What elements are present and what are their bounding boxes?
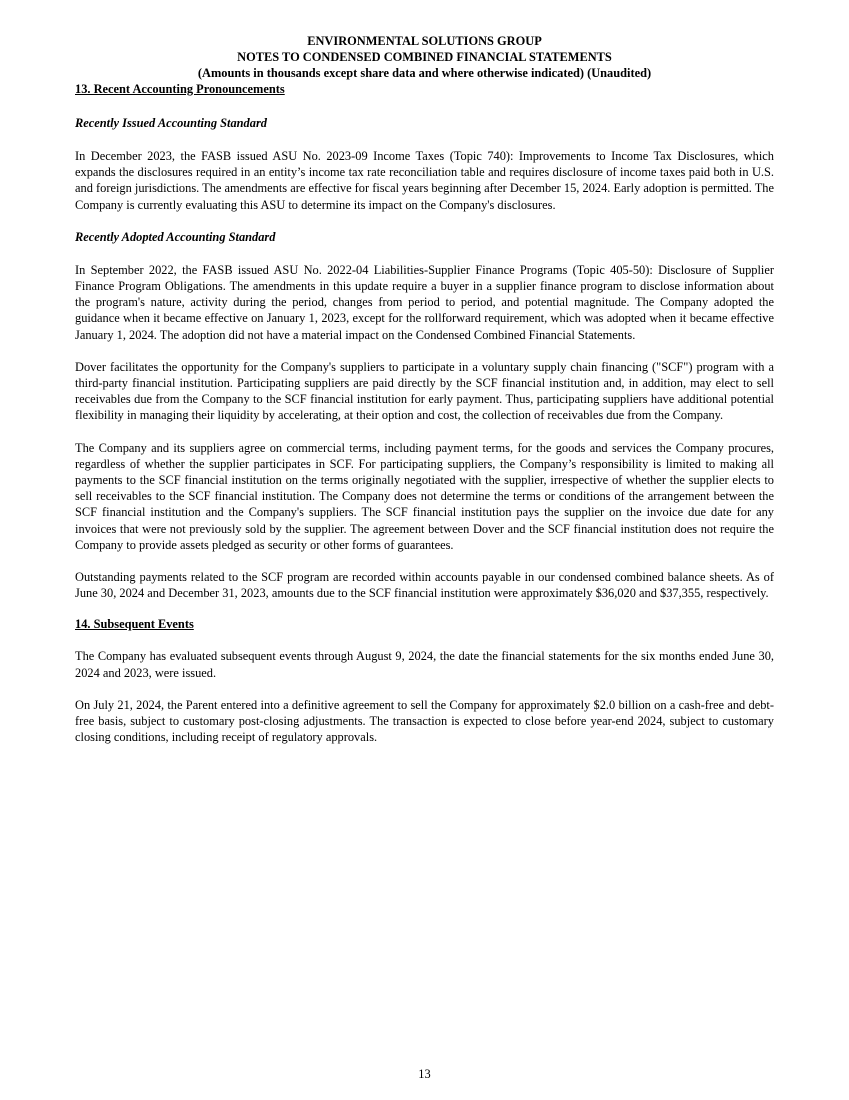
commercial-terms-paragraph: The Company and its suppliers agree on commercial terms, including payment terms, for the goods and services the Company procures, regardless of whether the supplier participates in SCF. For participating suppliers, the Company’s responsibility is limited to making all payments to the SCF financial institution on the terms originally negotiated with the supplier, irrespective of whether the supplier elects to sell receivables to the SCF financial institution. The Company does not determine the terms or conditions of the arrangement between the SCF financial institution and the Company's suppliers. The SCF financial institution pays the supplier on the invoice due date for any invoices that were not previously sold by the supplier. The agreement between Dover and the SCF financial institution does not require the Company to provide assets pledged as security or other forms of guarantees. xyxy=(75,440,774,552)
page-header xyxy=(75,33,774,81)
subsequent-events-evaluated-paragraph: The Company has evaluated subsequent events through August 9, 2024, the date the financial statements for the six months ended June 30, 2024 and 2023, were issued. xyxy=(75,649,774,680)
outstanding-payments-paragraph: Outstanding payments related to the SCF program are recorded within accounts payable in our condensed combined balance sheets. As of June 30, 2024 and December 31, 2023, amounts due to the SCF financial institution were approximately $36,020 and $37,355, respectively. xyxy=(75,570,774,601)
page-number: 13 xyxy=(418,1067,431,1081)
recently-issued-paragraph: In December 2023, the FASB issued ASU No. 2023-09 Income Taxes (Topic 740): Improvements to Income Tax Disclosures, which expands the disclosures required in an entity’s income tax rate reconciliation table and requires disclosure of income taxes paid both in U.S. and foreign jurisdictions. The amendments are effective for fiscal years beginning after December 15, 2024. Early adoption is permitted. The Company is currently evaluating this ASU to determine its impact on the Company's disclosures. xyxy=(75,149,774,212)
scf-program-paragraph: Dover facilitates the opportunity for the Company's suppliers to participate in a voluntary supply chain financing ("SCF") program with a third-party financial institution. Participating suppliers are paid directly by the SCF financial institution and, in addition, may elect to sell receivables due from the Company to the SCF financial institution for early payment. Thus, participating suppliers have additional potential flexibility in managing their liquidity by accelerating, at their option and cost, the collection of receivables due from the Company. xyxy=(75,359,774,423)
definitive-agreement-paragraph: On July 21, 2024, the Parent entered into a definitive agreement to sell the Company for approximately $2.0 billion on a cash-free and debt-free basis, subject to customary post-closing adjustments. The transaction is expected to close before year-end 2024, subject to customary closing conditions, including receipt of regulatory approvals. xyxy=(75,697,774,745)
section-13-heading: 13. Recent Accounting Pronouncements xyxy=(75,82,285,96)
recently-adopted-paragraph: In September 2022, the FASB issued ASU No. 2022-04 Liabilities-Supplier Finance Programs (Topic 405-50): Disclosure of Supplier Finance Program Obligations. The amendments in this update require a buyer in a supplier finance program to disclose information about the program's nature, activity during the period, changes from period to period, and potential magnitude. The Company adopted the guidance when it became effective on January 1, 2023, except for the rollforward requirement, which was adopted when it became effective January 1, 2024. The adoption did not have a material impact on the Condensed Combined Financial Statements. xyxy=(75,262,774,342)
statement-subtitle: (Amounts in thousands except share data and where otherwise indicated) (Unaudited) xyxy=(197,66,652,80)
statement-title: NOTES TO CONDENSED COMBINED FINANCIAL STATEMENTS xyxy=(237,50,612,64)
recently-adopted-heading: Recently Adopted Accounting Standard xyxy=(75,229,276,244)
recently-issued-heading: Recently Issued Accounting Standard xyxy=(75,116,267,130)
document-page xyxy=(75,33,774,745)
company-name: ENVIRONMENTAL SOLUTIONS GROUP xyxy=(307,34,542,48)
section-14-heading: 14. Subsequent Events xyxy=(75,617,194,632)
